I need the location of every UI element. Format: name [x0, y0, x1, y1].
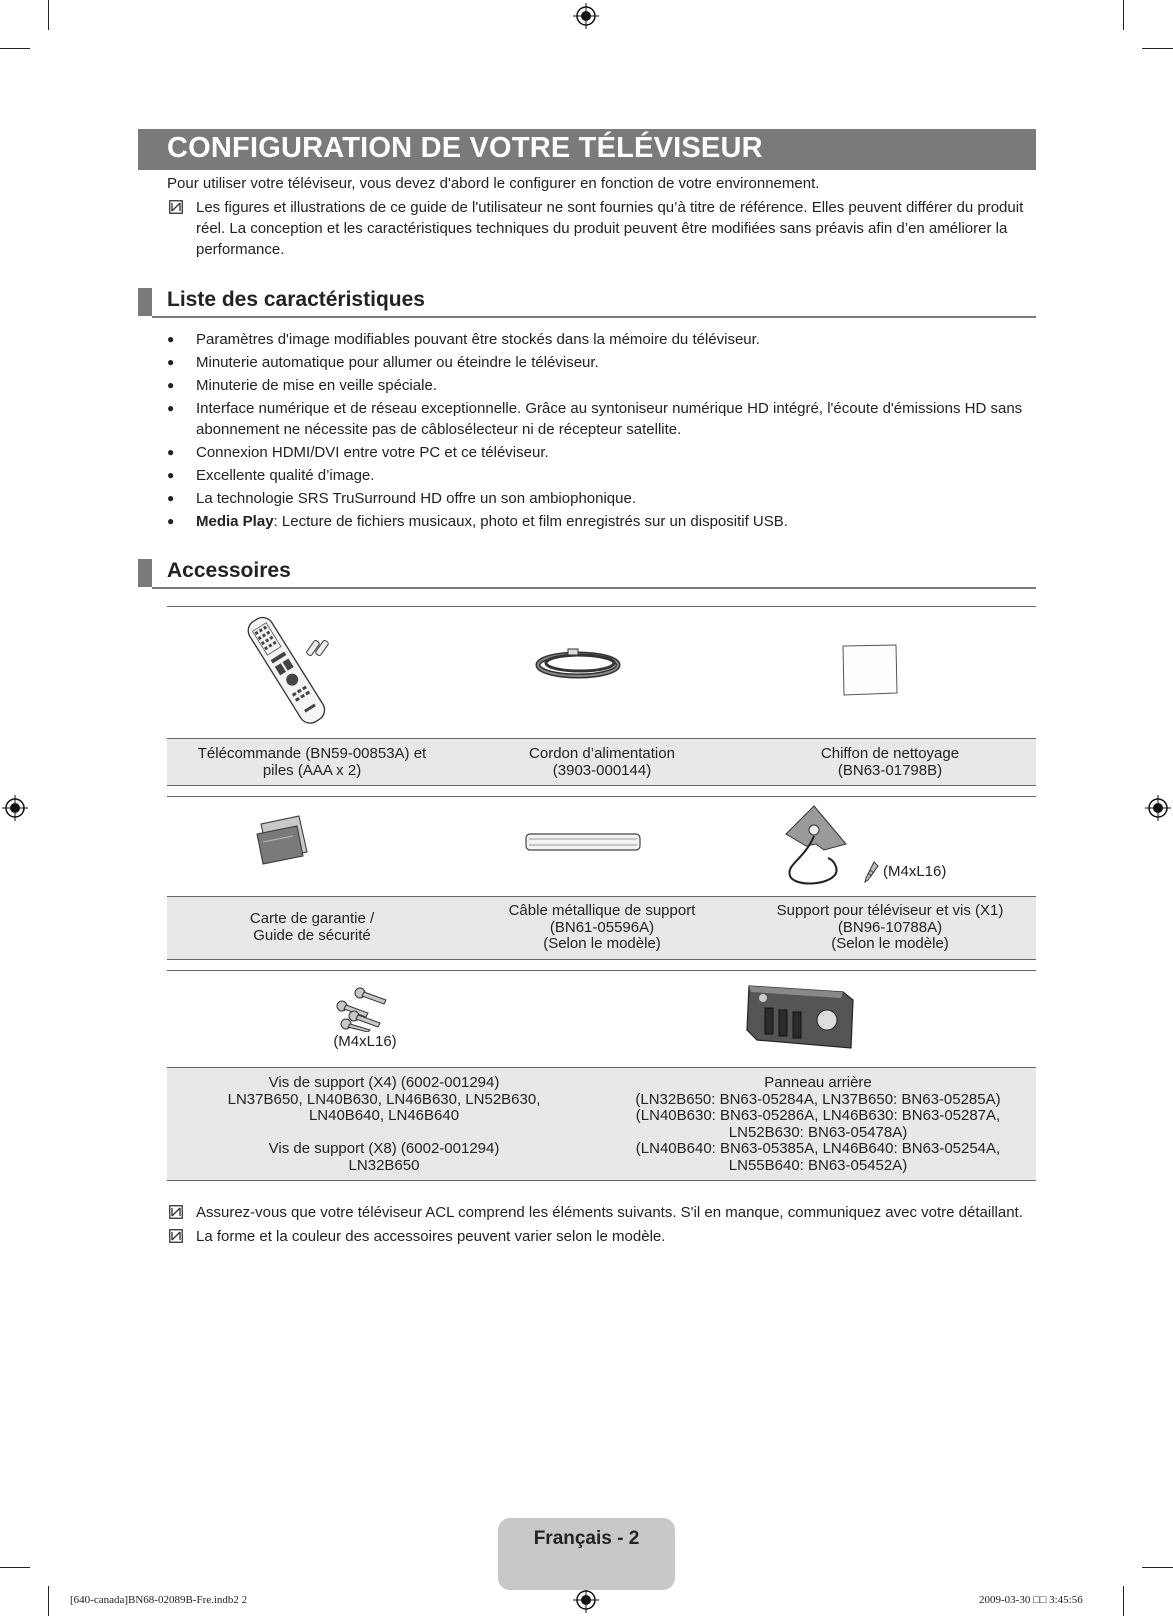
caption-line: LN40B640, LN46B640 [308, 1107, 460, 1124]
crop-mark [1142, 48, 1173, 49]
section-rule [152, 587, 1036, 589]
caption-line: LN32B650 [348, 1156, 420, 1174]
holder-caption [745, 903, 1035, 953]
holder-screw-label: (M4xL16) [883, 863, 947, 880]
crop-mark [0, 48, 30, 49]
list-item: ● Paramètres d'image modifiables pouvant être stockés dans la mémoire du téléviseur. [167, 329, 1037, 350]
list-item: ● Interface numérique et de réseau exceptionnelle. Grâce au syntoniseur numérique HD intégré, l'écoute d'émissions HD sans abonnement ne nécessite pas de câblosélecteur ni de récepteur satellite. [167, 398, 1037, 440]
screw-icon [862, 860, 880, 884]
caption-line: LN55B640: BN63-05452A) [728, 1156, 908, 1174]
features-section-header [138, 288, 1036, 318]
caption-line: (3903-000144) [552, 761, 652, 779]
media-play-label: Media Play [196, 513, 274, 530]
crop-mark [48, 1586, 49, 1616]
caption-line: (BN96-10788A) [837, 918, 943, 936]
caption-line: (BN63-01798B) [837, 761, 943, 779]
caption-line: Guide de sécurité [253, 926, 371, 944]
caption-line: Support pour téléviseur et vis (X1) [776, 902, 1004, 919]
caption-line: Panneau arrière [764, 1074, 872, 1091]
caption-line: (LN40B630: BN63-05286A, LN46B630: BN63-05287A, [635, 1107, 1001, 1124]
print-slug-right: 2009-03-30 □□ 3:45:56 [979, 1594, 1083, 1606]
intro-text: Pour utiliser votre téléviseur, vous devez d'abord le configurer en fonction de votre environnement. [167, 175, 820, 192]
crop-mark [1123, 0, 1124, 30]
list-item: ● Excellente qualité d’image. [167, 465, 1037, 486]
cleaning-cloth-illustration [841, 643, 899, 697]
caption-line: Vis de support (X4) (6002-001294) [268, 1074, 500, 1091]
crop-mark [48, 0, 49, 30]
tv-holder-illustration [784, 804, 854, 886]
caption-line: Télécommande (BN59-00853A) et [197, 745, 427, 762]
table-rule [167, 970, 1036, 971]
caption-line: LN37B650, LN40B630, LN46B630, LN52B630, [227, 1090, 541, 1108]
print-slug-left: [640-canada]BN68-02089B-Fre.indb2 2 [70, 1594, 248, 1606]
remote-control-illustration [240, 610, 350, 732]
screws-size-label: (M4xL16) [333, 1033, 397, 1050]
remote-caption [167, 746, 457, 779]
note-text: Assurez-vous que votre téléviseur ACL comprend les éléments suivants. S'il en manque, communiquez avec votre détaillant. [196, 1204, 1023, 1221]
caption-line: Chiffon de nettoyage [820, 745, 960, 762]
registration-mark-icon [573, 3, 599, 29]
warranty-card-illustration [253, 814, 317, 866]
page-number: Français - 2 [533, 1528, 640, 1549]
caption-line: (Selon le modèle) [543, 935, 661, 952]
power-cord-illustration [530, 643, 630, 683]
media-play-text: : Lecture de fichiers musicaux, photo et film enregistrés sur un dispositif USB. [273, 513, 788, 530]
crop-mark [1123, 1586, 1124, 1616]
registration-mark-icon [1145, 795, 1171, 821]
crop-mark [1142, 1567, 1173, 1568]
accessories-heading: Accessoires [167, 559, 291, 582]
caption-line: (LN40B640: BN63-05385A, LN46B640: BN63-05254A, [635, 1140, 1001, 1157]
accessories-section-header [138, 559, 1036, 589]
section-rule [152, 316, 1036, 318]
registration-mark-icon [573, 1587, 599, 1613]
rear-panel-caption [601, 1075, 1035, 1174]
rear-panel-illustration [743, 982, 859, 1054]
caption-line: (LN32B650: BN63-05284A, LN37B650: BN63-05285A) [635, 1090, 1001, 1108]
table-rule [167, 796, 1036, 797]
title-bar [138, 129, 1036, 170]
list-item: ● Minuterie automatique pour allumer ou éteindre le téléviseur. [167, 352, 1037, 373]
features-heading: Liste des caractéristiques [167, 288, 425, 311]
note-text: La forme et la couleur des accessoires peuvent varier selon le modèle. [196, 1228, 666, 1245]
list-item [167, 511, 1037, 532]
mounting-screws-caption [167, 1075, 601, 1174]
section-bar [138, 559, 152, 587]
page-title: CONFIGURATION DE VOTRE TÉLÉVISEUR [167, 132, 763, 164]
caption-line: (Selon le modèle) [831, 935, 949, 952]
caption-line: Cordon d’alimentation [529, 745, 675, 762]
note-intro-text: Les figures et illustrations de ce guide de l'utilisateur ne sont fournies qu’à titre de référence. Elles peuvent différer du produit réel. La conception et les caractéristiques techniques du produit peuvent être modifiées sans préavis afin d’en améliorer la performance. [196, 199, 1024, 258]
caption-line: piles (AAA x 2) [262, 761, 362, 779]
features-list [167, 329, 1037, 534]
cable-caption [457, 903, 747, 953]
registration-mark-icon [2, 795, 28, 821]
caption-line: LN52B630: BN63-05478A) [728, 1123, 908, 1141]
warranty-caption [167, 911, 457, 944]
screws-illustration [332, 986, 392, 1032]
crop-mark [0, 1567, 30, 1568]
metal-cable-illustration [523, 830, 643, 854]
caption-line: (BN61-05596A) [549, 918, 655, 936]
list-item: ● La technologie SRS TruSurround HD offre un son ambiophonique. [167, 488, 1037, 509]
caption-spacer [167, 1125, 601, 1142]
note-icon [169, 200, 183, 214]
note-icon [169, 1229, 183, 1243]
list-item: ● Minuterie de mise en veille spéciale. [167, 375, 1037, 396]
list-item: ● Connexion HDMI/DVI entre votre PC et ce téléviseur. [167, 442, 1037, 463]
note-icon [169, 1205, 183, 1219]
section-bar [138, 288, 152, 316]
page-number-tab [498, 1518, 675, 1590]
caption-line: Vis de support (X8) (6002-001294) [268, 1140, 500, 1157]
cloth-caption [745, 746, 1035, 779]
caption-line: Câble métallique de support [508, 902, 696, 919]
caption-line: Carte de garantie / [249, 910, 375, 927]
power-cord-caption [457, 746, 747, 779]
table-rule [167, 606, 1036, 607]
